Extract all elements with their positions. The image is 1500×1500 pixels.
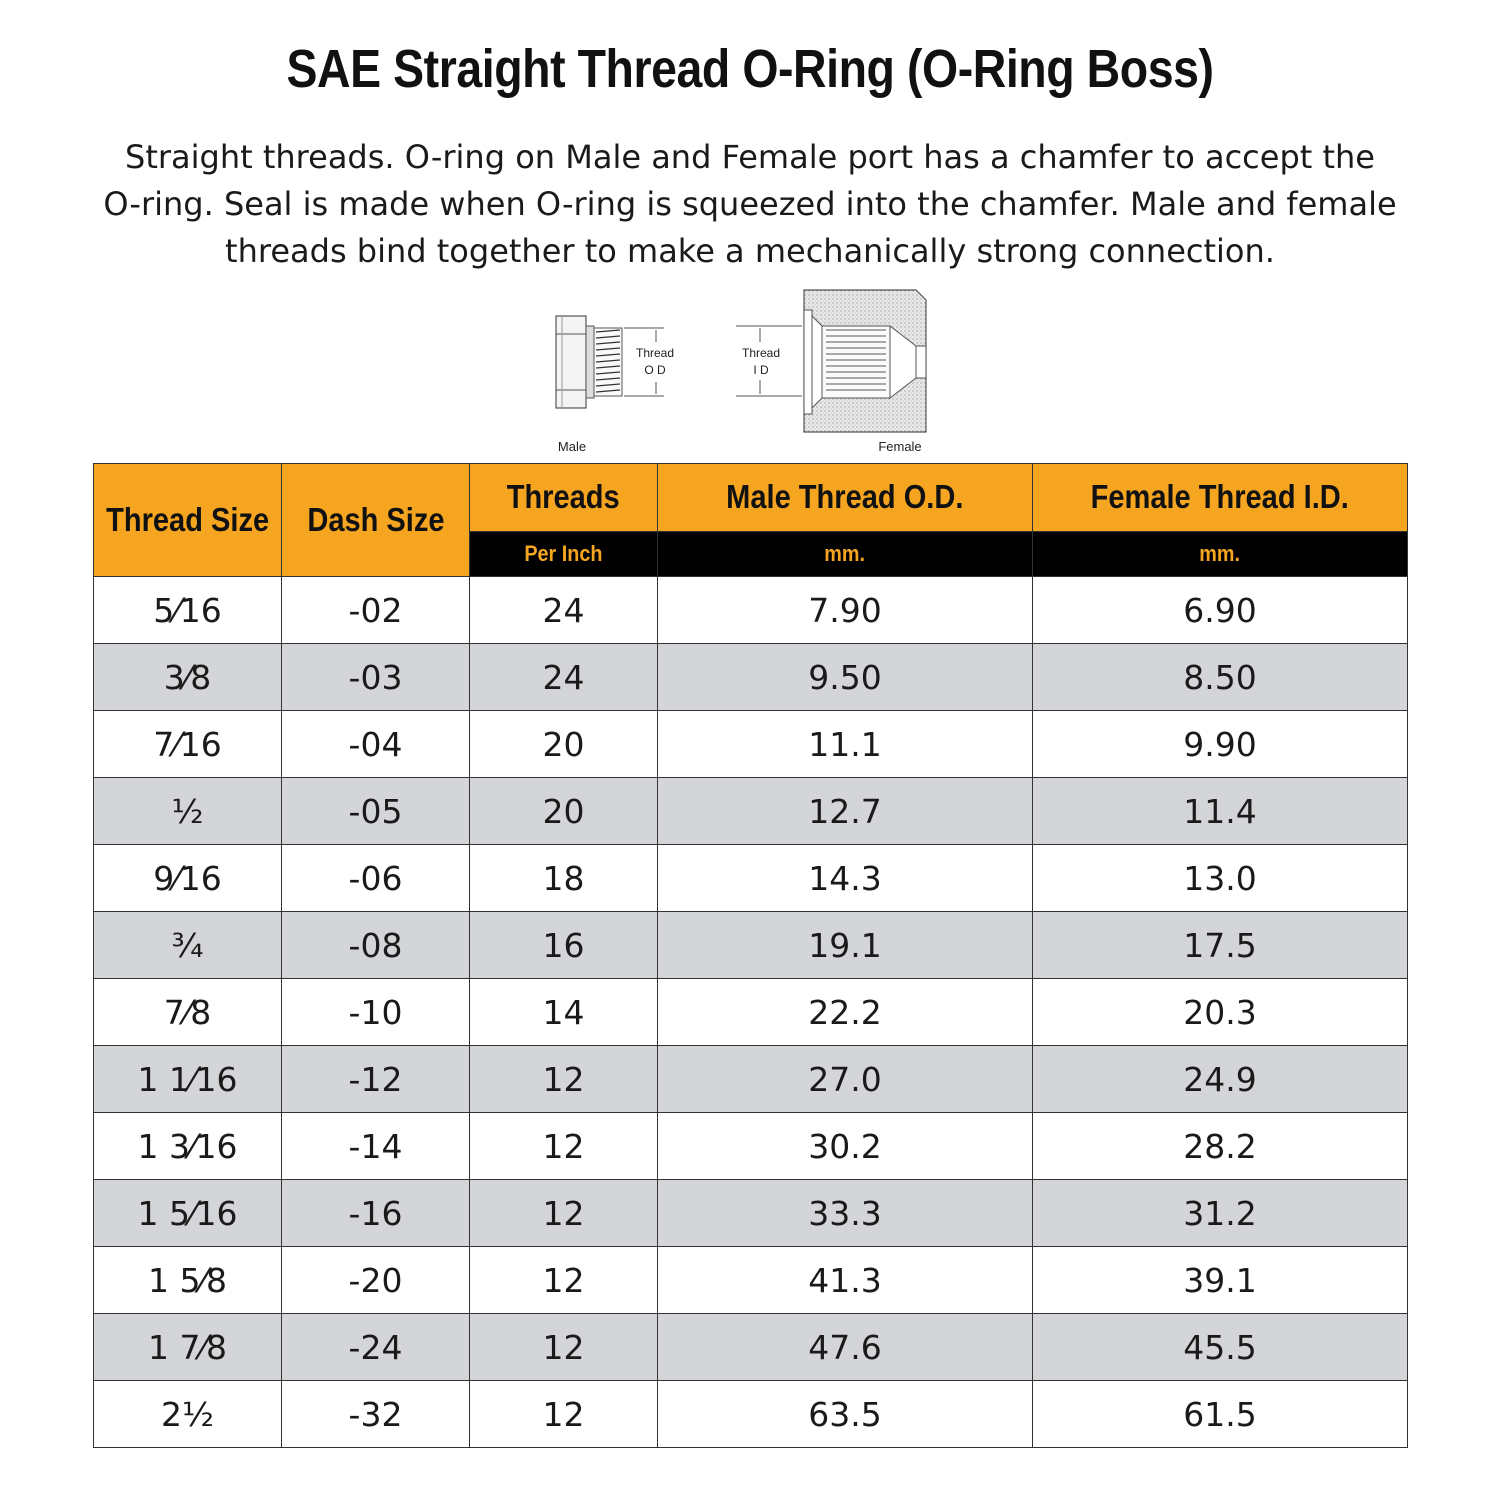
table-row: [94, 1046, 1408, 1113]
male-od-cell: 12.7: [658, 778, 1033, 845]
threads-per-inch-cell: 24: [470, 644, 658, 711]
table-row: [94, 778, 1408, 845]
thread-size-cell: 9⁄16: [94, 845, 282, 912]
table-row: [94, 1314, 1408, 1381]
description-line: Straight threads. O-ring on Male and Female port has a chamfer to accept the: [125, 138, 1375, 176]
threads-per-inch-cell: 12: [470, 1381, 658, 1448]
threads-per-inch-cell: 12: [470, 1046, 658, 1113]
table-row: [94, 1247, 1408, 1314]
female-id-cell: 20.3: [1033, 979, 1408, 1046]
dash-size-cell: -04: [282, 711, 470, 778]
female-id-cell: 8.50: [1033, 644, 1408, 711]
male-label: Male: [557, 439, 587, 454]
thread-size-cell: ¾: [94, 912, 282, 979]
female-dim-label-1: Thread: [741, 346, 781, 360]
threads-per-inch-cell: 12: [470, 1314, 658, 1381]
female-id-cell: 28.2: [1033, 1113, 1408, 1180]
thread-size-cell: 7⁄16: [94, 711, 282, 778]
fitting-diagram: [540, 286, 960, 458]
threads-per-inch-cell: 20: [470, 711, 658, 778]
thread-size-cell: 1 1⁄16: [94, 1046, 282, 1113]
description-line: O-ring. Seal is made when O-ring is squeezed into the chamfer. Male and female: [103, 185, 1397, 223]
female-id-cell: 13.0: [1033, 845, 1408, 912]
dash-size-cell: -16: [282, 1180, 470, 1247]
male-od-cell: 14.3: [658, 845, 1033, 912]
male-od-cell: 9.50: [658, 644, 1033, 711]
female-id-cell: 45.5: [1033, 1314, 1408, 1381]
threads-per-inch-cell: 14: [470, 979, 658, 1046]
dash-size-cell: -32: [282, 1381, 470, 1448]
male-od-cell: 11.1: [658, 711, 1033, 778]
thread-size-cell: 1 5⁄8: [94, 1247, 282, 1314]
male-dim-label-1: Thread: [635, 346, 675, 360]
female-id-cell: 61.5: [1033, 1381, 1408, 1448]
male-od-cell: 19.1: [658, 912, 1033, 979]
table-row: [94, 644, 1408, 711]
female-id-cell: 24.9: [1033, 1046, 1408, 1113]
male-fitting-drawing: [556, 316, 674, 454]
male-od-cell: 33.3: [658, 1180, 1033, 1247]
threads-per-inch-cell: 20: [470, 778, 658, 845]
female-label: Female: [878, 439, 922, 454]
male-od-cell: 63.5: [658, 1381, 1033, 1448]
threads-per-inch-cell: 12: [470, 1180, 658, 1247]
dash-size-cell: -14: [282, 1113, 470, 1180]
dash-size-cell: -02: [282, 577, 470, 644]
thread-size-cell: 1 3⁄16: [94, 1113, 282, 1180]
subheader-per-inch: Per Inch: [470, 531, 658, 576]
header-male-od: Male Thread O.D.: [658, 464, 1033, 532]
female-dim-label-2: I D: [753, 363, 769, 377]
male-od-cell: 30.2: [658, 1113, 1033, 1180]
thread-size-cell: 5⁄16: [94, 577, 282, 644]
male-od-cell: 22.2: [658, 979, 1033, 1046]
table-row: [94, 711, 1408, 778]
female-id-cell: 17.5: [1033, 912, 1408, 979]
header-female-id: Female Thread I.D.: [1033, 464, 1408, 532]
threads-per-inch-cell: 16: [470, 912, 658, 979]
dash-size-cell: -12: [282, 1046, 470, 1113]
dash-size-cell: -10: [282, 979, 470, 1046]
subheader-female-unit: mm.: [1033, 531, 1408, 576]
female-id-cell: 11.4: [1033, 778, 1408, 845]
dash-size-cell: -24: [282, 1314, 470, 1381]
threads-per-inch-cell: 12: [470, 1247, 658, 1314]
thread-size-cell: 1 7⁄8: [94, 1314, 282, 1381]
table-row: [94, 912, 1408, 979]
thread-size-cell: 3⁄8: [94, 644, 282, 711]
male-od-cell: 41.3: [658, 1247, 1033, 1314]
thread-spec-table: [93, 463, 1408, 1448]
threads-per-inch-cell: 24: [470, 577, 658, 644]
dash-size-cell: -03: [282, 644, 470, 711]
male-od-cell: 47.6: [658, 1314, 1033, 1381]
table-body: [94, 577, 1408, 1448]
male-od-cell: 27.0: [658, 1046, 1033, 1113]
table-row: [94, 1180, 1408, 1247]
table-row: [94, 1381, 1408, 1448]
thread-size-cell: ½: [94, 778, 282, 845]
threads-per-inch-cell: 12: [470, 1113, 658, 1180]
female-port-drawing: [736, 290, 926, 454]
table-row: [94, 577, 1408, 644]
description: [100, 134, 1400, 275]
table-row: [94, 979, 1408, 1046]
description-line: threads bind together to make a mechanically strong connection.: [225, 232, 1275, 270]
male-dim-label-2: O D: [644, 363, 666, 377]
thread-size-cell: 2½: [94, 1381, 282, 1448]
table-row: [94, 1113, 1408, 1180]
header-dash-size: Dash Size: [282, 464, 470, 577]
header-thread-size: Thread Size: [94, 464, 282, 577]
female-id-cell: 9.90: [1033, 711, 1408, 778]
page-title: SAE Straight Thread O-Ring (O-Ring Boss): [286, 39, 1214, 99]
thread-size-cell: 7⁄8: [94, 979, 282, 1046]
subheader-male-unit: mm.: [658, 531, 1033, 576]
header-threads: Threads: [470, 464, 658, 532]
threads-per-inch-cell: 18: [470, 845, 658, 912]
female-id-cell: 31.2: [1033, 1180, 1408, 1247]
female-id-cell: 39.1: [1033, 1247, 1408, 1314]
dash-size-cell: -05: [282, 778, 470, 845]
dash-size-cell: -20: [282, 1247, 470, 1314]
table-row: [94, 845, 1408, 912]
male-od-cell: 7.90: [658, 577, 1033, 644]
dash-size-cell: -06: [282, 845, 470, 912]
thread-size-cell: 1 5⁄16: [94, 1180, 282, 1247]
female-id-cell: 6.90: [1033, 577, 1408, 644]
dash-size-cell: -08: [282, 912, 470, 979]
